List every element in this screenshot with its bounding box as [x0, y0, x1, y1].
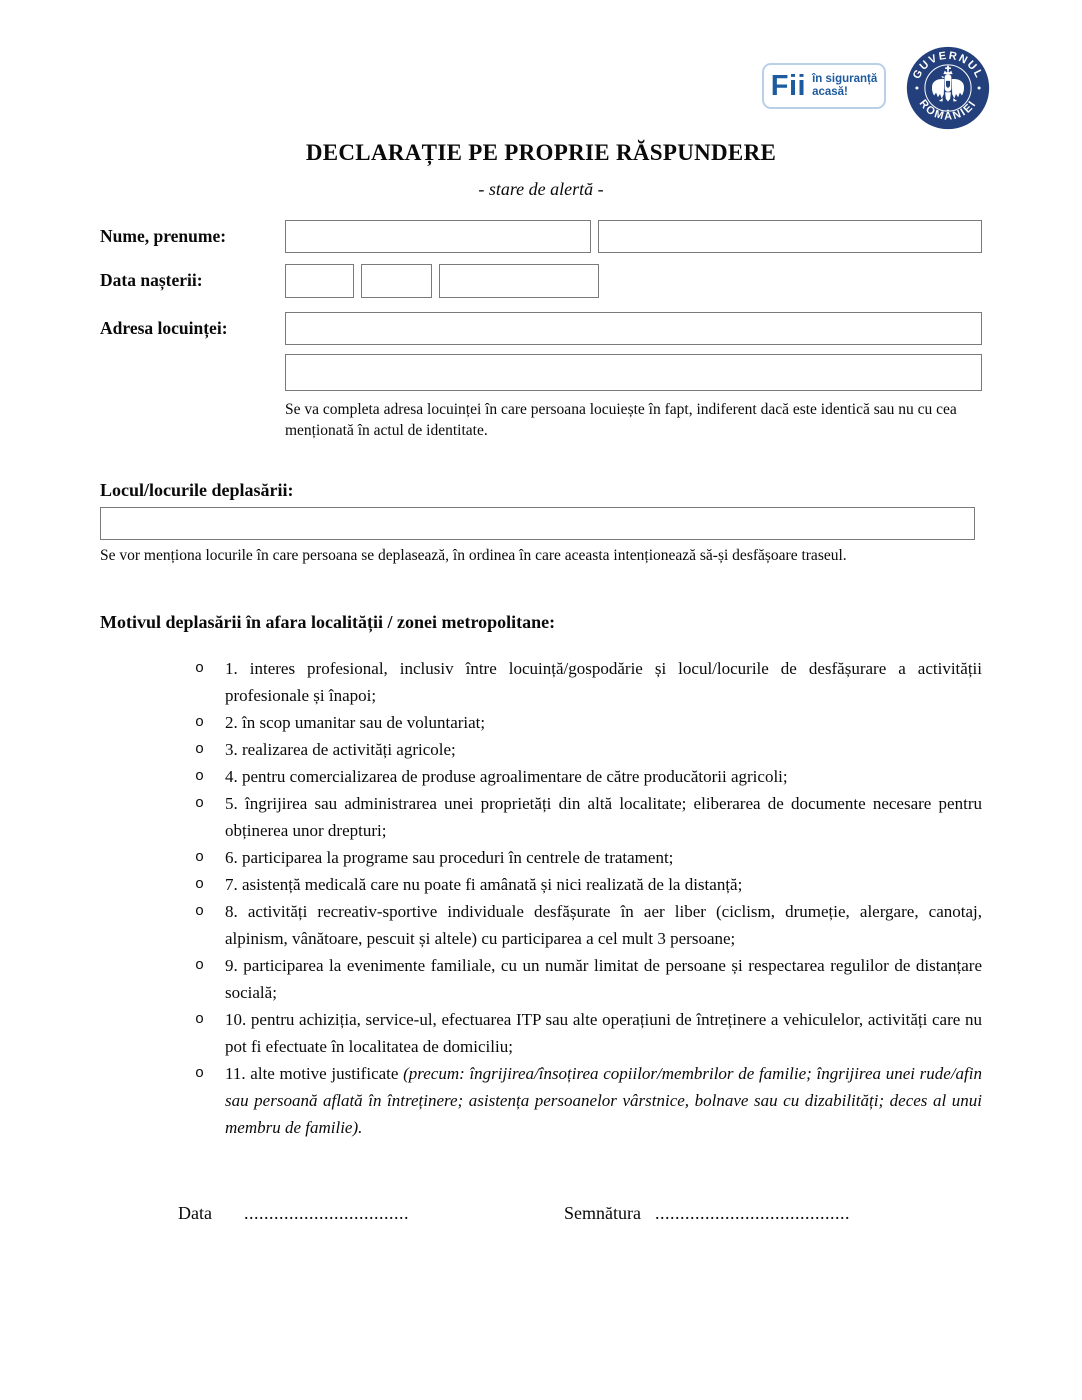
bullet-circle-icon: o — [195, 848, 205, 866]
reason-item-2: o 2. în scop umanitar sau de voluntariat; — [100, 709, 982, 736]
reason-item-3: o 3. realizarea de activități agricole; — [100, 736, 982, 763]
birth-day-input[interactable] — [285, 264, 354, 298]
address-label: Adresa locuinței: — [100, 318, 228, 338]
bullet-circle-icon: o — [195, 875, 205, 893]
birth-month-input[interactable] — [361, 264, 432, 298]
places-note: Se vor menționa locurile în care persoana se deplasează, în ordinea în care aceasta intenționează să-și desfășoare traseul. — [100, 546, 847, 564]
address-input-line2[interactable] — [285, 354, 982, 391]
reason-item-1: o 1. interes profesional, inclusiv între locuință/gospodărie și locul/locurile de desfășurare a activității profesionale și înapoi; — [100, 655, 982, 709]
name-label: Nume, prenume: — [100, 226, 227, 246]
reason-11-italic-note: (precum: îngrijirea/însoțirea copiilor/membrilor de familie; îngrijirea unei rude/afin sau persoană aflată în întreținere; asistența persoanelor vârstnice, bolnave sau cu dizabilități; deces al unui membru de familie). — [225, 1063, 982, 1137]
address-row-2 — [100, 354, 982, 391]
reasons-heading: Motivul deplasării în afara localității / zonei metropolitane: — [100, 611, 556, 632]
places-heading: Locul/locurile deplasării: — [100, 479, 294, 500]
bullet-circle-icon: o — [195, 740, 205, 758]
date-fill-line[interactable]: ................................. — [243, 1202, 409, 1223]
bullet-circle-icon: o — [195, 767, 205, 785]
signature-fill-line[interactable]: ....................................... — [654, 1202, 850, 1223]
reason-item-9: o 9. participarea la evenimente familiale, cu un număr limitat de persoane și respectarea regulilor de distanțare socială; — [100, 952, 982, 1006]
page-subtitle: - stare de alertă - — [478, 179, 604, 199]
fii-logo-tagline: în siguranță acasă! — [812, 72, 878, 98]
birth-year-input[interactable] — [439, 264, 599, 298]
reason-item-4: o 4. pentru comercializarea de produse agroalimentare de către producătorii agricoli; — [100, 763, 982, 790]
guvernul-romaniei-seal — [906, 46, 990, 130]
reason-item-6: o 6. participarea la programe sau proceduri în centrele de tratament; — [100, 844, 982, 871]
date-label: Data — [178, 1202, 212, 1223]
bullet-circle-icon: o — [195, 794, 205, 812]
signature-label: Semnătura — [563, 1202, 641, 1223]
reasons-list — [100, 655, 982, 1141]
fii-in-siguranta-acasa-logo — [762, 63, 886, 109]
bullet-circle-icon: o — [195, 659, 205, 677]
bullet-circle-icon: o — [195, 956, 205, 974]
reason-item-10: o 10. pentru achiziția, service-ul, efectuarea ITP sau alte operațiuni de întreținere a vehiculelor, activități care nu pot fi efectuate în localitatea de domiciliu; — [100, 1006, 982, 1060]
address-input-line1[interactable] — [285, 312, 982, 345]
signature-footer — [100, 1203, 982, 1224]
address-note: Se va completa adresa locuinței în care persoana locuiește în fapt, indiferent dacă este identică sau nu cu cea menționată în actul de identitate. — [285, 401, 957, 440]
bullet-circle-icon: o — [195, 713, 205, 731]
bullet-circle-icon: o — [195, 1064, 205, 1082]
reason-item-8: o 8. activități recreativ-sportive individuale desfășurate în aer liber (ciclism, drumeție, alergare, canotaj, alpinism, vânătoare, pescuit și altele) cu participarea a cel mult 3 persoane; — [100, 898, 982, 952]
reason-item-7: o 7. asistență medicală care nu poate fi amânată și nici realizată de la distanță; — [100, 871, 982, 898]
form-content — [0, 220, 1082, 1224]
birthdate-row — [100, 264, 982, 298]
reason-item-5: o 5. îngrijirea sau administrarea unei proprietăți din altă localitate; eliberarea de documente necesare pentru obținerea unor drepturi; — [100, 790, 982, 844]
bullet-circle-icon: o — [195, 902, 205, 920]
page-title: DECLARAȚIE PE PROPRIE RĂSPUNDERE — [305, 140, 777, 165]
reason-item-11: o 11. alte motive justificate (precum: îngrijirea/însoțirea copiilor/membrilor de familie; îngrijirea unei rude/afin sau persoană aflată în întreținere; asistența persoanelor vârstnice, bolnave sau cu dizabilități; deces al unui membru de familie). — [100, 1060, 982, 1141]
name-row — [100, 220, 982, 253]
birthdate-label: Data nașterii: — [100, 270, 203, 290]
travel-places-input[interactable] — [100, 507, 975, 540]
fii-logo-word: Fii — [770, 69, 807, 102]
last-name-input[interactable] — [285, 220, 591, 253]
bullet-circle-icon: o — [195, 1010, 205, 1028]
seal-text-bottom: ROMÂNIEI — [916, 97, 980, 123]
seal-text-top: GUVERNUL — [910, 49, 986, 82]
address-row — [100, 312, 982, 345]
header — [0, 0, 1082, 138]
first-name-input[interactable] — [598, 220, 982, 253]
